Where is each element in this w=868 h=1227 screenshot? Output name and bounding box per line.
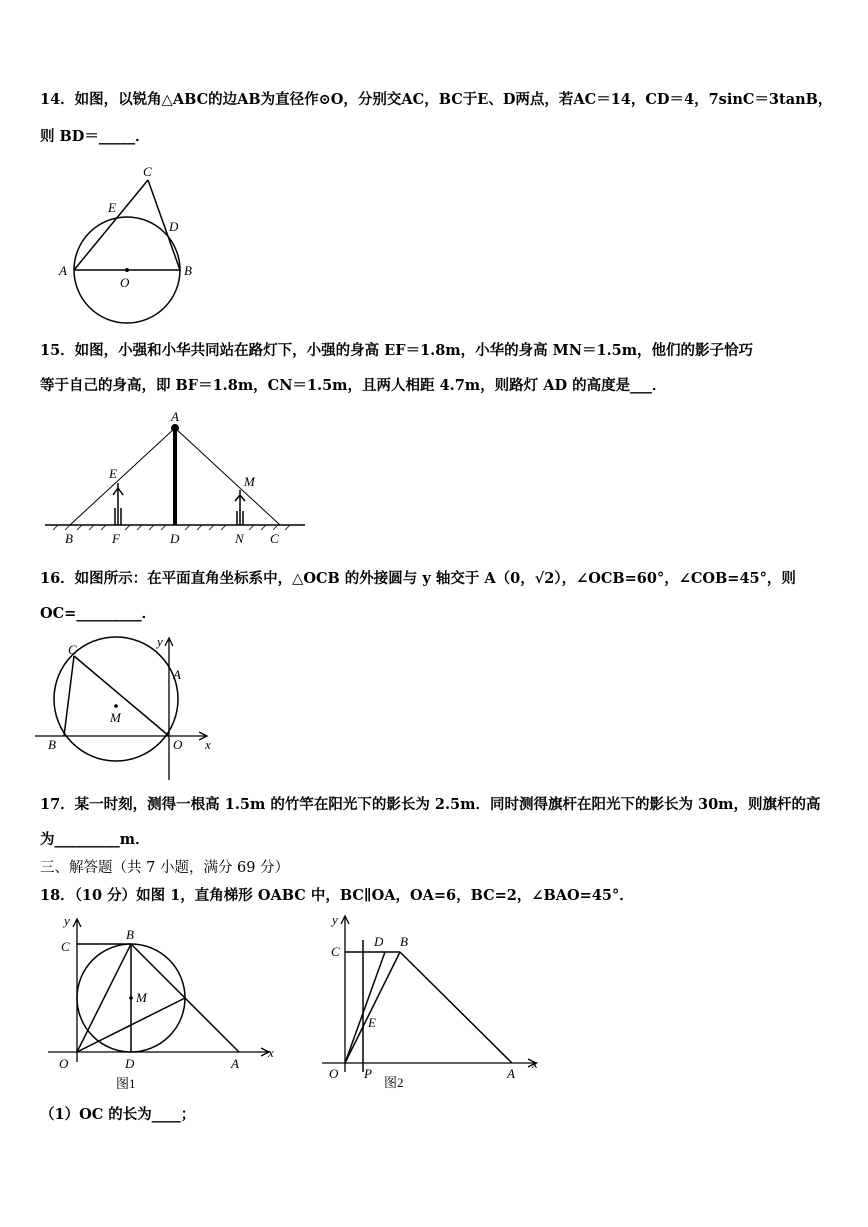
fig2-label-e: E: [368, 1015, 376, 1030]
fig2-label-y: y: [332, 912, 338, 927]
q14-label-b: B: [184, 263, 192, 278]
q14-label-a: A: [59, 263, 67, 278]
q15-label-n: N: [235, 531, 244, 546]
q16-text-line1: 16．如图所示：在平面直角坐标系中，△OCB 的外接圆与 y 轴交于 A（0，√2），∠OCB=60°，∠COB=45°，则: [40, 570, 796, 587]
fig2-segment-ob: [345, 952, 400, 1063]
fig2-label-x: x: [532, 1056, 538, 1071]
q14-label-o: O: [120, 275, 130, 290]
q16-label-x: x: [205, 737, 211, 752]
fig2-segment-ba: [400, 952, 512, 1063]
q14-label-e: E: [108, 200, 116, 215]
fig2-label-d: D: [374, 934, 384, 949]
q16-label-a: A: [173, 667, 181, 682]
q15-label-a: A: [171, 409, 179, 424]
q15-text-line2: 等于自己的身高，即 BF＝1.8m，CN＝1.5m，且两人相距 4.7m，则路灯 AD 的高度是___．: [40, 377, 667, 394]
q15-label-m: M: [244, 474, 255, 489]
fig2-label-b: B: [400, 934, 408, 949]
fig1-label-d: D: [125, 1056, 135, 1071]
q15-label-f: F: [112, 531, 120, 546]
fig2-label-p: P: [364, 1066, 372, 1081]
q16-label-b: B: [48, 737, 56, 752]
q15-label-c: C: [270, 531, 279, 546]
fig1-label-y: y: [64, 913, 70, 928]
q16-label-m: M: [110, 710, 121, 725]
fig1-label-x: x: [268, 1045, 274, 1060]
fig1-label-a: A: [231, 1056, 239, 1071]
fig2-segment-od: [345, 952, 385, 1063]
q18-text-line1: 18．（10 分）如图 1，直角梯形 OABC 中，BC∥OA，OA=6，BC=2，∠BAO=45°．: [40, 887, 634, 904]
section-heading: 三、解答题（共 7 小题，满分 69 分）: [40, 860, 290, 876]
q14-text-line2: 则 BD＝_____．: [40, 128, 150, 145]
fig1-label-c: C: [61, 939, 70, 954]
q15-label-e: E: [109, 466, 117, 481]
q16-text-line2: OC=_________．: [40, 605, 157, 622]
q15-label-b: B: [65, 531, 73, 546]
q16-label-y: y: [157, 634, 163, 649]
fig1-label-b: B: [126, 927, 134, 942]
q14-label-c: C: [143, 164, 152, 179]
q15-label-d: D: [170, 531, 180, 546]
q14-label-d: D: [169, 219, 179, 234]
q16-label-o: O: [173, 737, 183, 752]
fig2-caption: 图2: [384, 1075, 404, 1090]
fig2-label-a: A: [507, 1066, 515, 1081]
fig2-label-c: C: [331, 944, 340, 959]
q16-label-c: C: [68, 642, 77, 657]
q17-text-line1: 17．某一时刻，测得一根高 1.5m 的竹竿在阳光下的影长为 2.5m．同时测得旗杆在阳光下的影长为 30m，则旗杆的高: [40, 796, 821, 813]
q18-sub1: （1）OC 的长为____；: [40, 1106, 196, 1123]
fig1-label-m: M: [136, 990, 147, 1005]
fig1-caption: 图1: [116, 1076, 136, 1091]
q17-text-line2: 为_________m．: [40, 831, 150, 848]
q15-text-line1: 15．如图，小强和小华共同站在路灯下，小强的身高 EF＝1.8m，小华的身高 MN＝1.5m，他们的影子恰巧: [40, 342, 754, 359]
q14-text-line1: 14．如图，以锐角△ABC的边AB为直径作⊙O，分别交AC，BC于E、D两点，若AC＝14，CD＝4，7sinC＝3tanB，: [40, 91, 833, 108]
fig2-label-o: O: [329, 1066, 339, 1081]
fig1-label-o: O: [59, 1056, 69, 1071]
